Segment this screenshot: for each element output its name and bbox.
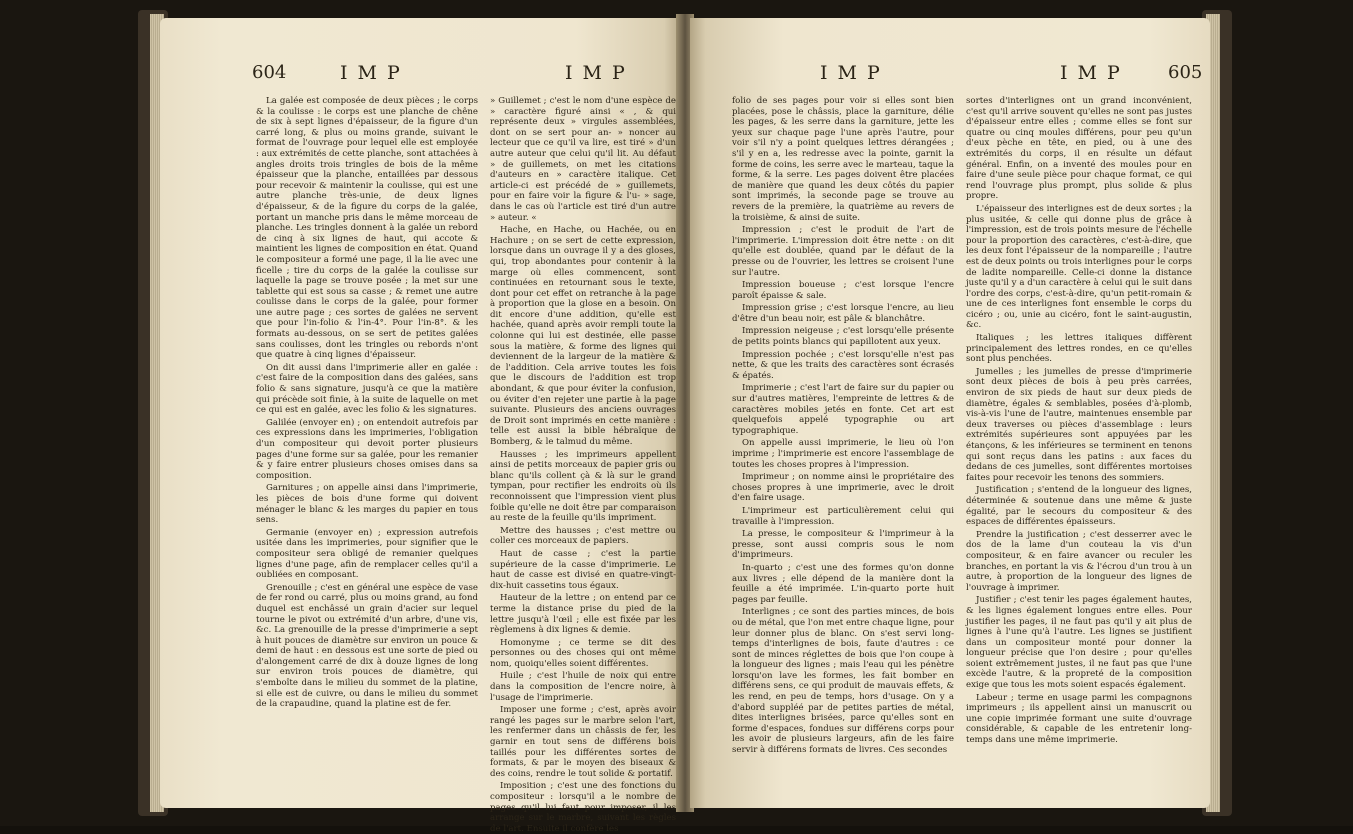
paragraph: Hache, en Hache, ou Hachée, ou en Hachure ; on se sert de cette expression, lorsque dans un ouvrage il y a des gloses, qui, trop abondantes pour contenir à la marge où elles commencent, sont continuées en retournant sous le texte, dont pour cet effet on retranche à la page à proportion que la glose en a besoin. On dit encore d'une addition, qu'elle est hachée, quand après avoir rempli toute la colonne qui lui est destinée, elle passe sous la matière, & forme des lignes qui deviennent de la largeur de la matière & de l'addition. Cela arrive toutes les fois que le discours de l'addition est trop abondant, & que pour éviter la confusion, ou éviter d'en rejeter une partie à la page suivante. Plusieurs des anciens ouvrages de Droit sont imprimés en cette manière : telle est aussi la bible hébraïque de Bomberg, & le talmud du même. xyxy=(490,225,676,447)
paragraph: folio de ses pages pour voir si elles sont bien placées, pose le châssis, place la garniture, délie les pages, & les serre dans la garniture, jette les yeux sur chaque page l'une après l'autre, pour voir s'il n'y a point quelques lettres dérangées ; s'il y en a, les redresse avec la pointe, garnit la forme de coins, les serre avec le marteau, taque la forme, & la serre. Les pages doivent être placées de manière que quand les deux côtés du papier sont imprimés, la seconde page se trouve au revers de la première, la quatrième au revers de la troisième, & ainsi de suite. xyxy=(732,96,954,223)
paragraph: L'imprimeur est particulièrement celui qui travaille à l'impression. xyxy=(732,505,954,527)
running-head-right-2: I M P xyxy=(1060,62,1122,84)
paragraph: On dit aussi dans l'imprimerie aller en galée : c'est faire de la composition dans des galées, sans folio & sans signature, jusqu'à ce que la matière qui précède soit finie, à la suite de laquelle on met ce qui est en galée, avec les folio & les signatures. xyxy=(256,362,478,416)
paragraph: Galilée (envoyer en) ; on entendoit autrefois par ces expressions dans les imprimeries, l'obligation d'un compositeur qui devoit porter plusieurs pages d'une forme sur sa galée, pour les remanier & y faire entrer plusieurs choses omises dans sa composition. xyxy=(256,417,478,481)
paragraph: Impression ; c'est le produit de l'art de l'imprimerie. L'impression doit être nette : on dit qu'elle est doublée, quand par le défaut de la presse ou de l'ouvrier, les lettres se croisent l'une sur l'autre. xyxy=(732,225,954,278)
paragraph: On appelle aussi imprimerie, le lieu où l'on imprime ; l'imprimerie est encore l'assemblage de toutes les choses propres à l'impression. xyxy=(732,438,954,470)
paragraph: Germanie (envoyer en) ; expression autrefois usitée dans les imprimeries, pour signifier que le compositeur sera obligé de remanier quelques lignes d'une page, afin de remplacer celles qu'il a oubliées en composant. xyxy=(256,527,478,581)
paragraph: Impression neigeuse ; c'est lorsqu'elle présente de petits points blancs qui papillotent aux yeux. xyxy=(732,326,954,348)
paragraph: Huile ; c'est l'huile de noix qui entre dans la composition de l'encre noire, à l'usage de l'imprimerie. xyxy=(490,671,676,703)
paragraph: Grenouille ; c'est en général une espèce de vase de fer rond ou carré, plus ou moins grand, au fond duquel est enchâssé un grain d'acier sur lequel tourne le pivot ou extrémité d'un arbre, d'une vis, &c. La grenouille de la presse d'imprimerie a sept à huit pouces de diamètre sur environ un pouce & demi de haut : en dessous est une sorte de pied ou d'alongement carré de dix à douze lignes de long sur environ trois pouces de diamètre, qui s'emboîte dans le milieu du sommet de la platine, si elle est de cuivre, ou dans le milieu du sommet de la crapaudine, quand la platine est de fer. xyxy=(256,582,478,710)
paragraph: Hauteur de la lettre ; on entend par ce terme la distance prise du pied de la lettre jusqu'à l'œil ; elle est fixée par les règlemens à dix lignes & demie. xyxy=(490,593,676,636)
paragraph: La galée est composée de deux pièces ; le corps & la coulisse : le corps est une planche de chêne de six à sept lignes d'épaisseur, de la figure d'un carré long, & plus ou moins grande, suivant le format de l'ouvrage pour lequel elle est employée : aux extrémités de cette planche, sont attachées à angles droits trois tringles de bois de la même épaisseur que la planche, entaillées par dessous pour recevoir & maintenir la coulisse, qui est une autre planche très-unie, de deux lignes d'épaisseur, & de la figure du corps de la galée, portant un manche pris dans le même morceau de planche. Les tringles donnent à la galée un rebord de cinq à six lignes de haut, qui accote & maintient les lignes de composition en état. Quand le compositeur a formé une page, il la lie avec une ficelle ; tire du corps de la galée la coulisse sur laquelle la page se trouve posée ; la met sur une tablette qui est sous sa casse ; & remet une autre coulisse dans le corps de la galée, pour former une autre page ; ces sortes de galées ne servent que pour l'in-folio & l'in-4°. Pour l'in-8°. & les formats au-dessous, on se sert de petites galées sans coulisses, dont les tringles ou rebords n'ont que quatre à cinq lignes d'épaisseur. xyxy=(256,96,479,361)
paragraph: In-quarto ; c'est une des formes qu'on donne aux livres ; elle dépend de la manière dont la feuille a été imprimée. L'in-quarto porte huit pages par feuille. xyxy=(732,562,954,605)
paragraph: Prendre la justification ; c'est desserrer avec le dos de la lame d'un couteau la vis d'un compositeur, & en faire avancer ou reculer les branches, en portant la vis & l'écrou d'un trou à un autre, à proportion de la longueur des lignes de l'ouvrage à imprimer. xyxy=(966,529,1192,593)
paragraph: Impression boueuse ; c'est lorsque l'encre paroît épaisse & sale. xyxy=(732,280,954,301)
running-head-right-1: I M P xyxy=(820,62,882,84)
paragraph: Imprimerie ; c'est l'art de faire sur du papier ou sur d'autres matières, l'empreinte de lettres & de caractères mobiles jetés en fonte. Cet art est quelquefois appelé typographie ou art typographique. xyxy=(732,383,954,436)
paragraph: Justifier ; c'est tenir les pages également hautes, & les lignes également longues entre elles. Pour justifier les pages, il ne faut pas qu'il y ait plus de lignes à l'une qu'à l'autre. Les lignes se justifient dans un compositeur monté pour donner la longueur précise que l'on desire ; pour qu'elles soient extrêmement justes, il ne faut pas que l'une excède l'autre, & la propreté de la composition exige que tous les mots soient espacés également. xyxy=(966,595,1192,691)
paragraph: Interlignes ; ce sont des parties minces, de bois ou de métal, que l'on met entre chaque ligne, pour leur donner plus de blanc. On s'est servi long-temps d'interlignes de bois, faute d'autres : ce sont de minces réglettes de bois que l'on coupe à la longueur des lignes ; mais l'eau qui les pénètre lorsqu'on lave les formes, les fait bomber en différens sens, ce qui produit de mauvais effets, & les rend, en peu de temps, hors d'usage. On y a d'abord suppléé par de petites parties de métal, dites interlignes brisées, parce qu'elles sont en forme d'espaces, fondues sur différens corps pour les avoir de plusieurs largeurs, afin de les faire servir à différens formats de livres. Ces secondes xyxy=(732,607,954,756)
paragraph: Jumelles ; les jumelles de presse d'imprimerie sont deux pièces de bois à peu près carrées, environ de six pieds de haut sur deux pieds de diamètre, égales & semblables, posées d'à-plomb, vis-à-vis l'une de l'autre, maintenues ensemble par deux traverses ou pièces d'assemblage : leurs extrémités supérieures sont appuyées par les étançons, & les inférieures se terminent en tenons qui sont reçus dans les patins : aux faces du dedans de ces jumelles, sont différentes mortoises faites pour recevoir les tenons des sommiers. xyxy=(966,366,1192,483)
paragraph: Imprimeur ; on nomme ainsi le propriétaire des choses propres à une imprimerie, avec le droit d'en faire usage. xyxy=(732,472,954,504)
paragraph: Justification ; s'entend de la longueur des lignes, déterminée & soutenue dans une même & juste égalité, par le secours du compositeur & des espaces de différentes épaisseurs. xyxy=(966,485,1192,528)
right-page-column-2 xyxy=(966,96,1192,796)
right-page xyxy=(690,18,1210,808)
paragraph: L'épaisseur des interlignes est de deux sortes ; la plus usitée, & celle qui donne plus de grâce à l'impression, est de trois points mesure de l'échelle pour la proportion des caractères, c'est-à-dire, que les deux font l'épaisseur de la nompareille ; l'autre est de deux points ou trois interlignes pour le corps de ladite nompareille. Celle-ci donne la distance juste qu'il y a d'un caractère à celui qui le suit dans l'ordre des corps, c'est-à-dire, qu'un petit-romain & une de ces interlignes font ensemble le corps du cicéro ; ou, unie au cicéro, font le saint-augustin, &c. xyxy=(966,203,1192,331)
right-page-column-1 xyxy=(732,96,954,796)
paragraph: Impression grise ; c'est lorsque l'encre, au lieu d'être d'un beau noir, est pâle & blanchâtre. xyxy=(732,303,954,324)
left-page-column-1 xyxy=(256,96,478,796)
paragraph: Garnitures ; on appelle ainsi dans l'imprimerie, les pièces de bois d'une forme qui doivent ménager le blanc & les marges du papier en tous sens. xyxy=(256,483,478,526)
paragraph: Imposer une forme ; c'est, après avoir rangé les pages sur le marbre selon l'art, les renfermer dans un châssis de fer, les garnir en tout sens de différens bois taillés pour les différentes sortes de formats, & par le moyen des biseaux & des coins, rendre le tout solide & portatif. xyxy=(490,705,676,779)
paragraph: Hausses ; les imprimeurs appellent ainsi de petits morceaux de papier gris ou blanc qu'ils collent çà & là sur le grand tympan, pour rectifier les endroits où ils reconnoissent que l'impression vient plus foible qu'elle ne doit être par comparaison au reste de la feuille qu'ils impriment. xyxy=(490,449,676,524)
paragraph: La presse, le compositeur & l'imprimeur à la presse, sont aussi compris sous le nom d'imprimeurs. xyxy=(732,529,954,561)
running-head-left-1: I M P xyxy=(340,62,402,84)
paragraph: Mettre des hausses ; c'est mettre ou coller ces morceaux de papiers. xyxy=(490,525,676,547)
left-page-column-2 xyxy=(490,96,676,834)
page-number-right: 605 xyxy=(1168,62,1203,83)
paragraph: sortes d'interlignes ont un grand inconvénient, c'est qu'il arrive souvent qu'elles ne sont pas justes d'épaisseur entre elles ; comme elles se font sur quatre ou cinq moules différens, pour peu qu'un d'eux pèche en tête, en pied, ou à une des extrémités du corps, il en résulte un défaut général. Enfin, on a inventé des moules pour en faire d'une seule pièce pour chaque format, ce qui rend l'ouvrage plus prompt, plus solide & plus propre. xyxy=(966,96,1192,202)
right-page-header xyxy=(690,62,1210,86)
paragraph: Italiques ; les lettres italiques diffèrent principalement des lettres rondes, en ce qu'elles sont plus penchées. xyxy=(966,333,1192,365)
left-page-header xyxy=(160,62,680,86)
paragraph: Impression pochée ; c'est lorsqu'elle n'est pas nette, & que les traits des caractères sont écrasés & épatés. xyxy=(732,349,954,381)
paragraph: » Guillemet ; c'est le nom d'une espèce de » caractère figuré ainsi « , & qui représente deux » virgules assemblées, dont on se sert pour an- » noncer au lecteur que ce qu'il va lire, est tiré » d'un autre auteur que celui qu'il lit. Au défaut » de guillemets, on met les citations d'auteurs en » caractère italique. Cet article-ci est précédé de » guillemets, pour en faire voir la figure & l'u- » sage, dans le cas où l'article est tiré d'un autre » auteur. « xyxy=(490,96,676,223)
left-page xyxy=(160,18,680,834)
paragraph: Homonyme ; ce terme se dit des personnes ou des choses qui ont même nom, quoiqu'elles soient différentes. xyxy=(490,637,676,669)
page-number-left: 604 xyxy=(252,62,287,83)
paragraph: Labeur ; terme en usage parmi les compagnons imprimeurs ; ils appellent ainsi un manuscrit ou une copie imprimée formant une suite d'ouvrage considérable, & capable de les entretenir long-temps dans une même imprimerie. xyxy=(966,692,1192,746)
paragraph: Haut de casse ; c'est la partie supérieure de la casse d'imprimerie. Le haut de casse est divisé en quatre-vingt-dix-huit cassetins tous égaux. xyxy=(490,548,676,591)
paragraph: Imposition ; c'est une des fonctions du compositeur : lorsqu'il a le nombre de pages qu'il lui faut pour imposer, il les arrange sur le marbre, suivant les règles de l'art. Ensuite il confère les xyxy=(490,781,676,834)
running-head-left-2: I M P xyxy=(565,62,627,84)
